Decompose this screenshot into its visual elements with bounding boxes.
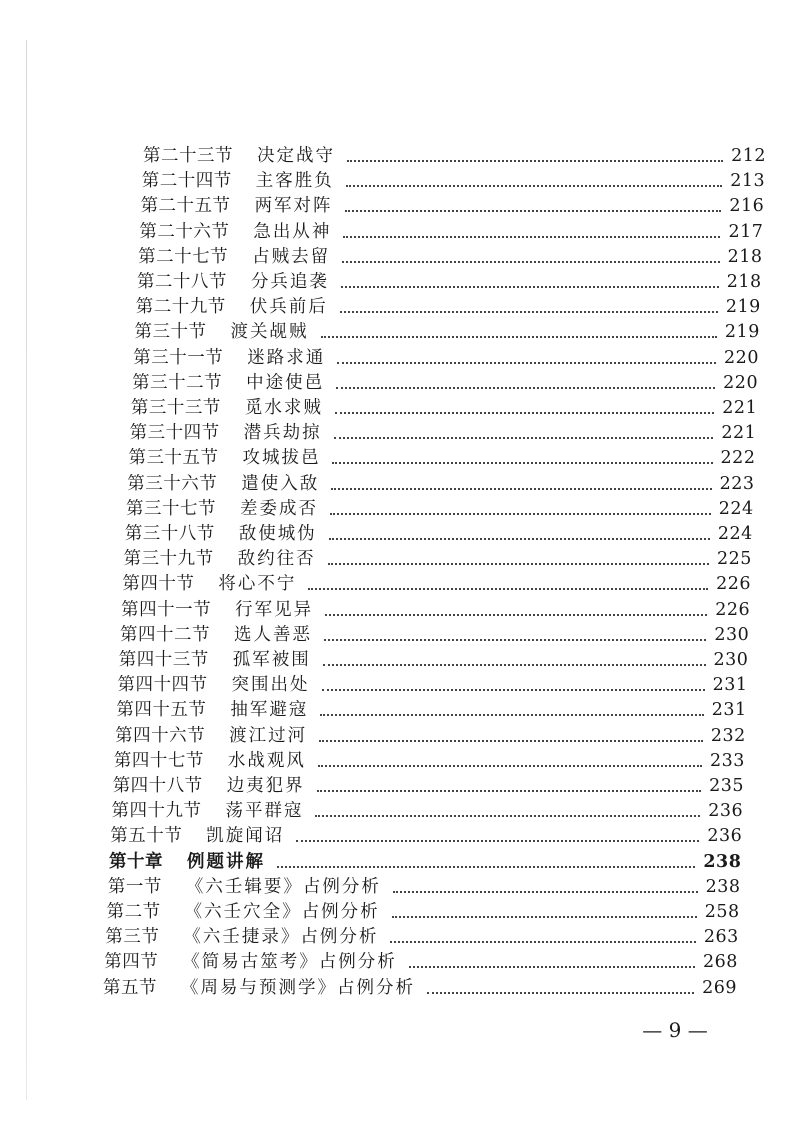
toc-entry bbox=[111, 798, 743, 822]
toc-dot-leader bbox=[392, 916, 697, 918]
toc-page-number: 223 bbox=[719, 473, 755, 494]
toc-section-title: 觅水求贼 bbox=[244, 398, 323, 418]
toc-entry bbox=[124, 546, 752, 570]
toc-dot-leader bbox=[317, 790, 701, 792]
toc-page-number: 231 bbox=[712, 675, 748, 696]
toc-section-title: 迷路求通 bbox=[247, 347, 326, 368]
toc-section-number: 第二十七节 bbox=[138, 246, 229, 267]
toc-entry bbox=[136, 294, 761, 318]
toc-section-title: 急出从神 bbox=[253, 221, 332, 242]
toc-page-number: 216 bbox=[729, 196, 765, 217]
toc-entry bbox=[110, 823, 742, 847]
toc-page-number: 219 bbox=[725, 297, 761, 318]
toc-entry bbox=[125, 521, 753, 545]
toc-dot-leader bbox=[340, 311, 718, 313]
toc-page-number: 218 bbox=[727, 246, 763, 267]
toc-page-number: 235 bbox=[709, 776, 745, 796]
toc-entry bbox=[122, 571, 751, 595]
toc-dot-leader bbox=[337, 362, 716, 364]
toc-dot-leader bbox=[334, 437, 714, 439]
toc-section-number: 第二节 bbox=[106, 902, 161, 922]
toc-page-number: 238 bbox=[703, 851, 742, 872]
toc-entry bbox=[139, 219, 763, 243]
toc-section-number: 第二十五节 bbox=[140, 196, 231, 217]
toc-page-number: 230 bbox=[714, 624, 750, 645]
toc-page-number: 226 bbox=[715, 599, 751, 620]
toc-section-title: 抽军避寇 bbox=[230, 700, 309, 721]
toc-entry bbox=[142, 168, 765, 192]
toc-section-number: 第四十四节 bbox=[117, 675, 208, 696]
toc-dot-leader bbox=[315, 815, 700, 817]
toc-dot-leader bbox=[321, 336, 717, 338]
toc-dot-leader bbox=[329, 538, 710, 540]
toc-section-number: 第三十节 bbox=[134, 322, 207, 343]
toc-dot-leader bbox=[409, 966, 695, 968]
toc-entry bbox=[137, 269, 762, 293]
toc-dot-leader bbox=[332, 462, 712, 464]
toc-section-title: 渡江过河 bbox=[229, 725, 308, 746]
toc-section-title: 分兵追袭 bbox=[250, 272, 329, 292]
toc-entry bbox=[115, 723, 746, 747]
toc-dot-leader bbox=[308, 588, 708, 590]
toc-section-title: 《简易古筮考》占例分析 bbox=[182, 952, 397, 973]
toc-entry bbox=[121, 597, 750, 621]
toc-page-number: 230 bbox=[713, 650, 749, 670]
toc-section-title: 例题讲解 bbox=[187, 851, 266, 872]
toc-section-title: 凯旋闻诏 bbox=[206, 826, 285, 847]
toc-section-number: 第五十节 bbox=[110, 826, 183, 847]
toc-page-number: 217 bbox=[728, 221, 764, 242]
toc-entry bbox=[141, 193, 765, 217]
toc-dot-leader bbox=[390, 941, 695, 943]
toc-dot-leader bbox=[325, 614, 707, 616]
toc-page-number: 220 bbox=[723, 372, 759, 393]
toc-section-title: 伏兵前后 bbox=[249, 297, 328, 318]
toc-section-number: 第三十四节 bbox=[129, 423, 220, 444]
toc-section-title: 差委成否 bbox=[240, 498, 319, 519]
toc-page-number: 236 bbox=[708, 801, 744, 822]
toc-entry bbox=[126, 496, 754, 520]
toc-section-number: 第五节 bbox=[103, 977, 157, 998]
toc-entry bbox=[119, 647, 749, 671]
toc-page-number: 269 bbox=[702, 977, 737, 998]
toc-dot-leader bbox=[336, 387, 715, 389]
toc-entry bbox=[133, 345, 759, 369]
toc-entry bbox=[130, 420, 757, 444]
toc-entry bbox=[116, 697, 746, 721]
toc-page-number: 221 bbox=[721, 423, 757, 444]
toc-entry bbox=[113, 773, 744, 797]
toc-dot-leader bbox=[328, 563, 709, 565]
toc-entry bbox=[109, 849, 741, 873]
toc-section-title: 孤军被围 bbox=[232, 650, 311, 670]
toc-entry bbox=[108, 874, 741, 898]
toc-page-number: 268 bbox=[702, 952, 738, 973]
toc-section-number: 第三十六节 bbox=[127, 473, 218, 494]
toc-section-number: 第三十八节 bbox=[124, 524, 215, 544]
toc-dot-leader bbox=[427, 992, 694, 994]
toc-page-number: 224 bbox=[718, 498, 754, 519]
toc-page-number: 236 bbox=[707, 826, 743, 847]
toc-section-title: 占贼去留 bbox=[252, 246, 331, 267]
toc-dot-leader bbox=[330, 513, 711, 515]
toc-section-title: 荡平群寇 bbox=[225, 801, 304, 822]
toc-entry bbox=[135, 319, 760, 343]
toc-section-number: 第二十四节 bbox=[141, 171, 232, 192]
toc-section-number: 第四十八节 bbox=[112, 776, 203, 796]
toc-dot-leader bbox=[347, 160, 723, 162]
toc-section-number: 第二十六节 bbox=[139, 221, 230, 242]
toc-section-title: 边夷犯界 bbox=[226, 776, 305, 796]
toc-entry bbox=[120, 622, 749, 646]
toc-dot-leader bbox=[342, 261, 719, 263]
toc-section-title: 敌约往否 bbox=[237, 549, 316, 570]
toc-dot-leader bbox=[277, 866, 695, 868]
toc-section-title: 主客胜负 bbox=[255, 171, 334, 192]
toc-dot-leader bbox=[322, 689, 705, 691]
toc-page-number: 225 bbox=[717, 549, 752, 570]
toc-page-number: 213 bbox=[730, 171, 766, 192]
toc-section-title: 行军见异 bbox=[235, 599, 314, 620]
toc-dot-leader bbox=[324, 639, 706, 641]
toc-entry bbox=[143, 143, 766, 167]
toc-entry bbox=[107, 899, 740, 923]
toc-dot-leader bbox=[393, 891, 698, 893]
toc-section-number: 第三十三节 bbox=[130, 398, 221, 418]
toc-section-title: 决定战守 bbox=[257, 146, 335, 166]
toc-page-number: 263 bbox=[703, 927, 739, 948]
toc-page-number: 232 bbox=[710, 725, 746, 746]
toc-entry bbox=[138, 244, 762, 268]
toc-entry bbox=[105, 924, 738, 948]
toc-section-number: 第二十八节 bbox=[136, 272, 227, 292]
toc-dot-leader bbox=[335, 412, 714, 414]
toc-section-title: 《六壬辑要》占例分析 bbox=[185, 876, 381, 897]
toc-section-title: 潜兵劫掠 bbox=[243, 423, 322, 444]
toc-entry bbox=[114, 748, 745, 772]
toc-page-number: 219 bbox=[724, 322, 760, 343]
toc-section-number: 第三十七节 bbox=[126, 498, 217, 519]
toc-dot-leader bbox=[343, 236, 720, 238]
toc-section-number: 第四十节 bbox=[122, 574, 195, 595]
page-number: — 9 — bbox=[642, 1018, 708, 1042]
toc-entry bbox=[128, 445, 755, 469]
toc-section-number: 第三十九节 bbox=[123, 549, 214, 570]
toc-entry bbox=[127, 471, 754, 495]
toc-section-number: 第四节 bbox=[104, 952, 159, 973]
toc-section-number: 第四十六节 bbox=[115, 725, 206, 746]
toc-entry bbox=[103, 975, 737, 999]
toc-dot-leader bbox=[331, 488, 711, 490]
toc-page-number: 226 bbox=[716, 574, 752, 595]
toc-section-number: 第二十九节 bbox=[135, 297, 226, 318]
toc-section-number: 第三节 bbox=[105, 927, 160, 948]
toc-page-number: 221 bbox=[722, 398, 758, 418]
toc-dot-leader bbox=[346, 185, 722, 187]
toc-section-title: 敌使城伪 bbox=[238, 524, 317, 544]
toc-dot-leader bbox=[323, 664, 706, 666]
toc-page-number: 258 bbox=[704, 902, 740, 922]
toc-page-number: 224 bbox=[717, 524, 753, 544]
toc-section-number: 第十章 bbox=[109, 851, 164, 872]
toc-section-title: 水战观风 bbox=[227, 750, 306, 771]
toc-page-number: 212 bbox=[731, 146, 766, 166]
toc-section-title: 突围出处 bbox=[231, 675, 310, 696]
toc-page-number: 233 bbox=[710, 750, 745, 771]
toc-section-number: 第三十二节 bbox=[132, 372, 223, 393]
toc-page-number: 231 bbox=[711, 700, 747, 721]
toc-section-number: 第四十二节 bbox=[119, 624, 210, 645]
toc-section-title: 攻城拔邑 bbox=[242, 448, 321, 469]
toc-section-title: 《六壬捷录》占例分析 bbox=[183, 927, 379, 948]
toc-page-number: 222 bbox=[720, 448, 756, 469]
toc-section-number: 第三十五节 bbox=[128, 448, 219, 469]
toc-dot-leader bbox=[345, 210, 722, 212]
toc-section-title: 遣使入敌 bbox=[241, 473, 320, 494]
toc-page-number: 238 bbox=[705, 876, 741, 897]
toc-dot-leader bbox=[296, 840, 699, 842]
toc-page-number: 218 bbox=[726, 272, 762, 292]
toc-section-title: 《周易与预测学》占例分析 bbox=[181, 977, 415, 998]
toc-dot-leader bbox=[319, 740, 703, 742]
toc-section-title: 中途使邑 bbox=[246, 372, 325, 393]
toc-entry bbox=[132, 370, 758, 394]
toc-section-number: 第四十五节 bbox=[116, 700, 207, 721]
toc-section-number: 第四十九节 bbox=[111, 801, 202, 822]
toc-section-number: 第四十三节 bbox=[118, 650, 209, 670]
toc-entry bbox=[131, 395, 757, 419]
toc-page-number: 220 bbox=[724, 347, 759, 368]
toc-entry bbox=[118, 672, 748, 696]
toc-section-number: 第一节 bbox=[107, 876, 162, 897]
toc-section-title: 《六壬穴全》占例分析 bbox=[184, 902, 380, 922]
toc-section-title: 选人善恶 bbox=[233, 624, 312, 645]
toc-section-number: 第三十一节 bbox=[133, 347, 224, 368]
toc-section-number: 第二十三节 bbox=[143, 146, 233, 166]
toc-entry bbox=[104, 949, 738, 973]
toc-dot-leader bbox=[341, 286, 719, 288]
toc-dot-leader bbox=[320, 714, 703, 716]
toc-section-title: 将心不宁 bbox=[218, 574, 297, 595]
toc-section-title: 渡关觇贼 bbox=[230, 322, 309, 343]
toc-section-title: 两军对阵 bbox=[254, 196, 333, 217]
toc-section-number: 第四十一节 bbox=[121, 599, 212, 620]
toc-section-number: 第四十七节 bbox=[113, 750, 204, 771]
toc-dot-leader bbox=[318, 765, 702, 767]
